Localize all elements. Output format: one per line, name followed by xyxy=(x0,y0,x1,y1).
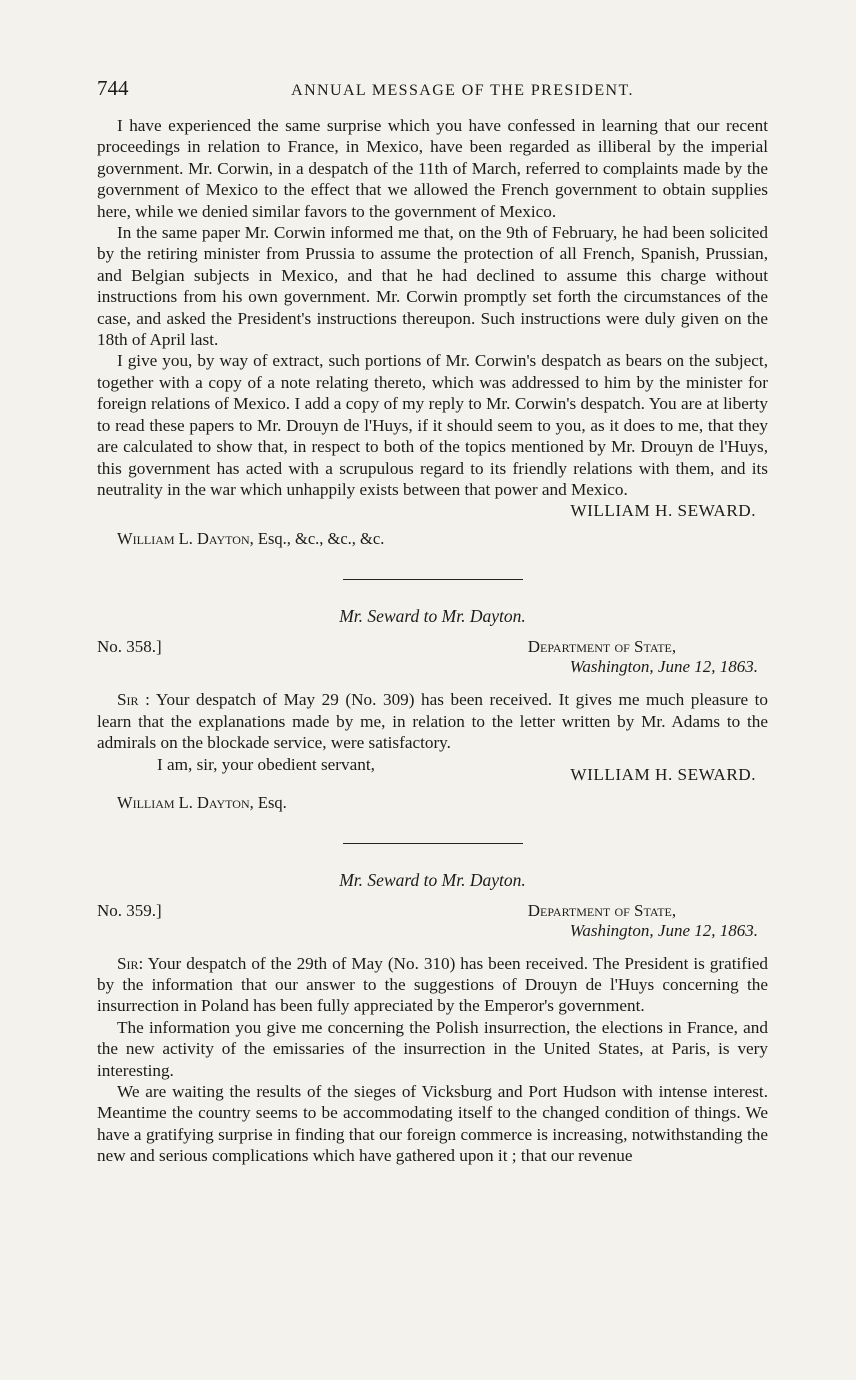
paragraph: I give you, by way of extract, such portions of Mr. Corwin's despatch as bears on the subject, together with a copy of a note relating thereto, which was addressed to him by the minister for foreign relations of Mexico. I add a copy of my reply to Mr. Corwin's despatch. You are at liberty to read these papers to Mr. Drouyn de l'Huys, if it should seem to you, as it does to me, that they are calculated to show that, in respect to both of the topics mentioned by Mr. Drouyn de l'Huys, this government has acted with a scrupulous regard to its friendly relations with them, and its neutrality in the war which unhappily exists between that power and Mexico. xyxy=(97,351,768,499)
addressee-name: William L. Dayton, xyxy=(117,792,254,812)
place-date-text: Washington, June 12, 1863. xyxy=(569,920,758,940)
addressee-suffix: Esq., &c., &c., &c. xyxy=(253,529,385,549)
running-head xyxy=(97,76,768,101)
salutation: Sir : xyxy=(117,690,150,710)
body-text: Your despatch of May 29 (No. 309) has been received. It gives me much pleasure to learn that the explanations made by me, in relation to the letter written by Mr. Adams to the admirals on the blockade service, were satisfactory. xyxy=(97,690,768,753)
signature: WILLIAM H. SEWARD. xyxy=(570,764,756,784)
department: Department of State, xyxy=(527,900,677,920)
section-divider xyxy=(343,843,523,844)
addressee-suffix: Esq. xyxy=(253,792,287,812)
letter-number: No. 358.] xyxy=(97,637,162,657)
letter-number: No. 359.] xyxy=(97,900,162,920)
dateline-right xyxy=(528,637,768,677)
addressee xyxy=(117,793,768,813)
sign-row xyxy=(97,754,768,785)
running-title: ANNUAL MESSAGE OF THE PRESIDENT. xyxy=(291,82,634,99)
addressee-name: William L. Dayton, xyxy=(117,529,254,549)
place-date-text: Washington, June 12, 1863. xyxy=(569,657,758,677)
place-date xyxy=(528,657,758,677)
letter-358 xyxy=(97,606,768,812)
dateline-right xyxy=(528,901,768,941)
dateline xyxy=(97,637,768,677)
addressee xyxy=(117,529,768,549)
page-number: 744 xyxy=(97,76,129,100)
body-text: Your despatch of the 29th of May (No. 310) has been received. The President is gratified by the information that our answer to the suggestions of Drouyn de l'Huys concerning the insurrection in Poland has been fully appreciated by the Emperor's government. xyxy=(97,953,768,1016)
signature: WILLIAM H. SEWARD. xyxy=(570,501,756,521)
paragraph xyxy=(97,689,768,753)
place-date xyxy=(528,921,758,941)
letter-heading: Mr. Seward to Mr. Dayton. xyxy=(339,606,526,627)
salutation: Sir: xyxy=(117,953,144,973)
section-divider xyxy=(343,579,523,580)
closing: I am, sir, your obedient servant, xyxy=(157,754,375,774)
letter-359 xyxy=(97,870,768,1167)
dateline xyxy=(97,901,768,941)
paragraph: We are waiting the results of the sieges of Vicksburg and Port Hudson with intense interest. Meantime the country seems to be accommodating itself to the changed condition of things. We have a gratifying surprise in finding that our foreign commerce is increasing, notwithstanding the new and serious complications which have gathered upon it ; that our revenue xyxy=(97,1081,768,1166)
letter-heading: Mr. Seward to Mr. Dayton. xyxy=(339,869,526,890)
paragraph: In the same paper Mr. Corwin informed me that, on the 9th of February, he had been solicited by the retiring minister from Prussia to assume the protection of all French, Spanish, Prussian, and Belgian subjects in Mexico, and that he had declined to assume this charge without instructions from his own government. Mr. Corwin promptly set forth the circumstances of the case, and asked the President's instructions thereupon. Such instructions were duly given on the 18th of April last. xyxy=(97,223,768,350)
department: Department of State, xyxy=(527,637,677,657)
paragraph: I have experienced the same surprise which you have confessed in learning that our recent proceedings in relation to France, in Mexico, have been regarded as illiberal by the imperial government. Mr. Corwin, in a despatch of the 11th of March, referred to complaints made by the government of Mexico to the effect that we allowed the French government to obtain supplies here, while we denied similar favors to the government of Mexico. xyxy=(97,116,768,221)
letter-continuation xyxy=(97,115,768,549)
paragraph: The information you give me concerning the Polish insurrection, the elections in France, and the new activity of the emissaries of the insurrection in the United States, at Paris, is very interesting. xyxy=(97,1017,768,1080)
paragraph xyxy=(97,953,768,1017)
